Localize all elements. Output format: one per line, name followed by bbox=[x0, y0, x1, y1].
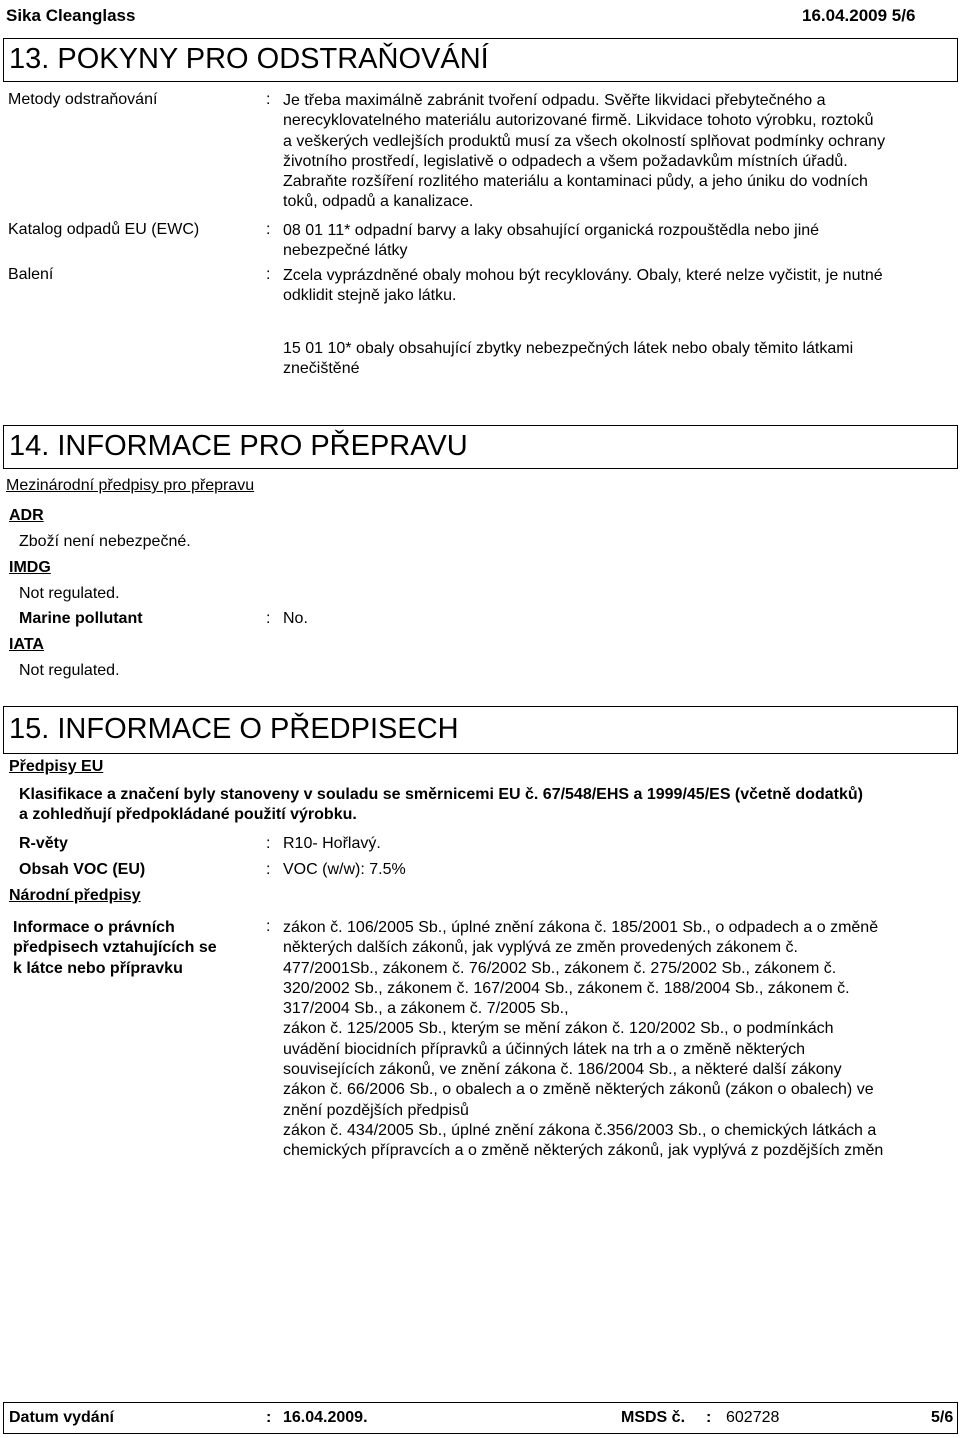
colon: : bbox=[266, 221, 271, 238]
text-line: zákon č. 106/2005 Sb., úplné znění zákona č. 185/2001 Sb., o odpadech a o změně bbox=[283, 919, 879, 936]
text-line: znečištěné bbox=[283, 360, 360, 378]
disposal-methods-label: Metody odstraňování bbox=[8, 91, 158, 108]
ewc-label: Katalog odpadů EU (EWC) bbox=[8, 221, 200, 238]
national-regulations-heading: Národní předpisy bbox=[9, 887, 141, 904]
text-line: zákon č. 434/2005 Sb., úplné znění zákona č.356/2003 Sb., o chemických látkách a bbox=[283, 1121, 877, 1139]
text-line: zákon č. 125/2005 Sb., kterým se mění zákon č. 120/2002 Sb., o podmínkách bbox=[283, 1020, 834, 1038]
r-phrases-value: R10- Hořlavý. bbox=[283, 835, 381, 852]
eu-classification-text bbox=[19, 785, 954, 826]
text-line: toků, odpadů a kanalizace. bbox=[283, 193, 474, 211]
r-phrases-label: R-věty bbox=[19, 835, 68, 852]
text-line: 15 01 10* obaly obsahující zbytky nebezpečných látek nebo obaly těmito látkami bbox=[283, 340, 854, 357]
text-line: některých dalších zákonů, jak vyplývá ze změn provedených zákonem č. bbox=[283, 939, 798, 957]
imdg-heading: IMDG bbox=[9, 559, 51, 576]
ewc-text bbox=[283, 221, 953, 262]
issue-date-label: Datum vydání bbox=[9, 1409, 114, 1426]
eu-regulations-heading: Předpisy EU bbox=[9, 758, 104, 775]
intl-transport-heading: Mezinárodní předpisy pro přepravu bbox=[6, 477, 255, 494]
text-line: 477/2001Sb., zákonem č. 76/2002 Sb., zákonem č. 275/2002 Sb., zákonem č. bbox=[283, 959, 837, 977]
colon: : bbox=[266, 1409, 272, 1426]
section-15-title: 15. INFORMACE O PŘEDPISECH bbox=[9, 713, 459, 745]
legal-info-text bbox=[283, 918, 955, 1162]
section-14-title: 14. INFORMACE PRO PŘEPRAVU bbox=[9, 430, 468, 462]
section-15-heading bbox=[3, 706, 958, 754]
section-13-heading bbox=[3, 38, 958, 82]
text-line: uvádění biocidních přípravků a účinných látek na trh a o změně některých bbox=[283, 1040, 806, 1058]
marine-pollutant-label: Marine pollutant bbox=[19, 610, 143, 627]
section-14-heading bbox=[3, 425, 958, 469]
text-line: zákon č. 66/2006 Sb., o obalech a o změně některých zákonů (zákon o obalech) ve bbox=[283, 1081, 874, 1099]
text-line: odklidit stejně jako látku. bbox=[283, 287, 457, 305]
colon: : bbox=[706, 1409, 712, 1426]
packaging-label: Balení bbox=[8, 266, 54, 283]
msds-label: MSDS č. bbox=[621, 1409, 686, 1426]
adr-heading: ADR bbox=[9, 507, 44, 524]
text-line: k látce nebo přípravku bbox=[13, 959, 183, 977]
colon: : bbox=[266, 610, 271, 627]
adr-text: Zboží není nebezpečné. bbox=[19, 533, 191, 550]
text-line: 08 01 11* odpadní barvy a laky obsahující organická rozpouštědla nebo jiné bbox=[283, 222, 820, 239]
colon: : bbox=[266, 835, 271, 852]
text-line: a zohledňují předpokládané použití výrobku. bbox=[19, 806, 357, 824]
text-line: Klasifikace a značení byly stanoveny v souladu se směrnicemi EU č. 67/548/EHS a 1999/45/ES (včetně dodatků) bbox=[19, 786, 863, 803]
iata-text: Not regulated. bbox=[19, 662, 120, 679]
text-line: životního prostředí, legislativě o odpadech a všem požadavkům místních úřadů. bbox=[283, 152, 848, 170]
voc-value: VOC (w/w): 7.5% bbox=[283, 861, 406, 878]
packaging-waste-code-text bbox=[283, 339, 953, 380]
voc-label: Obsah VOC (EU) bbox=[19, 861, 146, 878]
text-line: 320/2002 Sb., zákonem č. 167/2004 Sb., zákonem č. 188/2004 Sb., zákonem č. bbox=[283, 979, 850, 997]
colon: : bbox=[266, 861, 271, 878]
text-line: a veškerých vedlejších produktů musí za všech okolností splňovat podmínky ochrany bbox=[283, 132, 886, 150]
text-line: Zabraňte rozšíření rozlitého materiálu a kontaminaci půdy, a jeho úniku do vodních bbox=[283, 173, 868, 191]
imdg-text: Not regulated. bbox=[19, 585, 120, 602]
colon: : bbox=[266, 918, 271, 935]
text-line: souvisejících zákonů, ve znění zákona č. 186/2004 Sb., a některé další zákony bbox=[283, 1061, 842, 1079]
text-line: předpisech vztahujících se bbox=[13, 939, 217, 957]
text-line: Je třeba maximálně zabránit tvoření odpadu. Svěřte likvidaci přebytečného a bbox=[283, 92, 826, 109]
text-line: chemických přípravcích a o změně některých zákonů, jak vyplývá z pozdějších změn bbox=[283, 1142, 884, 1160]
msds-number: 602728 bbox=[726, 1409, 780, 1426]
section-13-title: 13. POKYNY PRO ODSTRAŇOVÁNÍ bbox=[9, 43, 489, 75]
text-line: Informace o právních bbox=[13, 919, 175, 936]
legal-info-label bbox=[13, 918, 258, 979]
colon: : bbox=[266, 91, 271, 108]
issue-date-value: 16.04.2009. bbox=[283, 1409, 368, 1426]
marine-pollutant-value: No. bbox=[283, 610, 308, 627]
packaging-text bbox=[283, 266, 953, 307]
header-date-page: 16.04.2009 5/6 bbox=[802, 6, 916, 25]
text-line: znění pozdějších předpisů bbox=[283, 1101, 469, 1119]
footer bbox=[3, 1402, 958, 1434]
colon: : bbox=[266, 266, 271, 283]
text-line: nebezpečné látky bbox=[283, 242, 408, 260]
text-line: Zcela vyprázdněné obaly mohou být recyklovány. Obaly, které nelze vyčistit, je nutné bbox=[283, 267, 883, 284]
page-number: 5/6 bbox=[931, 1409, 954, 1426]
text-line: 317/2004 Sb., a zákonem č. 7/2005 Sb., bbox=[283, 1000, 569, 1018]
product-name: Sika Cleanglass bbox=[6, 6, 136, 25]
disposal-methods-text bbox=[283, 91, 953, 213]
iata-heading: IATA bbox=[9, 636, 44, 653]
text-line: nerecyklovatelného materiálu autorizované firmě. Likvidace tohoto výrobku, roztoků bbox=[283, 112, 874, 130]
